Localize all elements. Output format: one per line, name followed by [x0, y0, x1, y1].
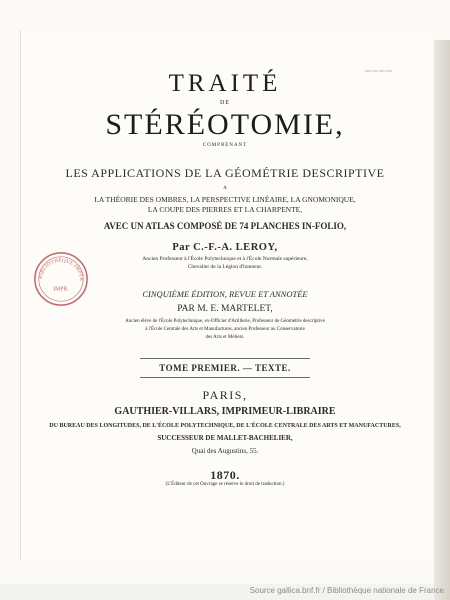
title-traite: TRAITÉ	[168, 70, 282, 97]
publisher-desc: DU BUREAU DES LONGITUDES, DE L'ÉCOLE POLYTECHNIQUE, DE L'ÉCOLE CENTRALE DES ARTS ET MANUFACTURES,	[49, 423, 401, 429]
divider-bottom	[140, 377, 310, 378]
tome-text: TOME PREMIER. — TEXTE.	[159, 363, 291, 373]
title-de: DE	[220, 100, 230, 106]
stamp-impr-text: IMPR.	[53, 286, 69, 293]
applications-text: LES APPLICATIONS DE LA GÉOMÉTRIE DESCRIPTIVE	[65, 166, 385, 180]
theorie-line-2: LA COUPE DES PIERRES ET LA CHARPENTE,	[147, 205, 303, 214]
edition-text: CINQUIÈME ÉDITION, REVUE ET ANNOTÉE	[142, 289, 308, 299]
address-text: Quai des Augustins, 55.	[191, 447, 259, 455]
source-footer: Source gallica.bnf.fr / Bibliothèque nationale de France	[249, 586, 444, 595]
editor-desc-1: Ancien élève de l'École Polytechnique, ex-Officier d'Artillerie, Professeur de Géométrie descriptive	[125, 319, 325, 324]
city-text: PARIS,	[202, 388, 248, 402]
atlas-text: AVEC UN ATLAS COMPOSÉ DE 74 PLANCHES IN-FOLIO,	[103, 221, 347, 231]
library-stamp	[32, 250, 90, 308]
editor-desc-2: à l'École Centrale des Arts et Manufactures, ancien Professeur au Conservatoire	[145, 327, 305, 332]
editor-desc-3: des Arts et Métiers.	[205, 335, 245, 340]
page-edge	[434, 40, 450, 600]
rights-text: (L'Éditeur de cet Ouvrage se réserve le droit de traduction.)	[165, 482, 285, 487]
editor-name: PAR M. E. MARTELET,	[177, 304, 273, 314]
year-text: 1870.	[210, 468, 240, 482]
publisher-text: GAUTHIER-VILLARS, IMPRIMEUR-LIBRAIRE	[114, 406, 336, 417]
stamp-arc-text: BIBLIOTHÈQUE IMPÉR	[38, 258, 84, 282]
preposition-a: A	[223, 186, 227, 191]
title-stereotomie: STÉRÉOTOMIE,	[105, 108, 345, 141]
theorie-line-1: LA THÉORIE DES OMBRES, LA PERSPECTIVE LINÉAIRE, LA GNOMONIQUE,	[94, 195, 356, 204]
author-desc-1: Ancien Professeur à l'École Polytechnique et à l'École Normale supérieure,	[142, 256, 308, 262]
author-desc-2: Chevalier de la Légion d'honneur.	[187, 264, 263, 270]
successor-text: SUCCESSEUR DE MALLET-BACHELIER,	[157, 434, 293, 442]
comprenant-text: COMPRENANT	[202, 143, 248, 148]
author-name: Par C.-F.-A. LEROY,	[172, 242, 278, 253]
bleed-through-text: ▬▬▬▬	[365, 68, 393, 74]
divider-top	[140, 358, 310, 359]
